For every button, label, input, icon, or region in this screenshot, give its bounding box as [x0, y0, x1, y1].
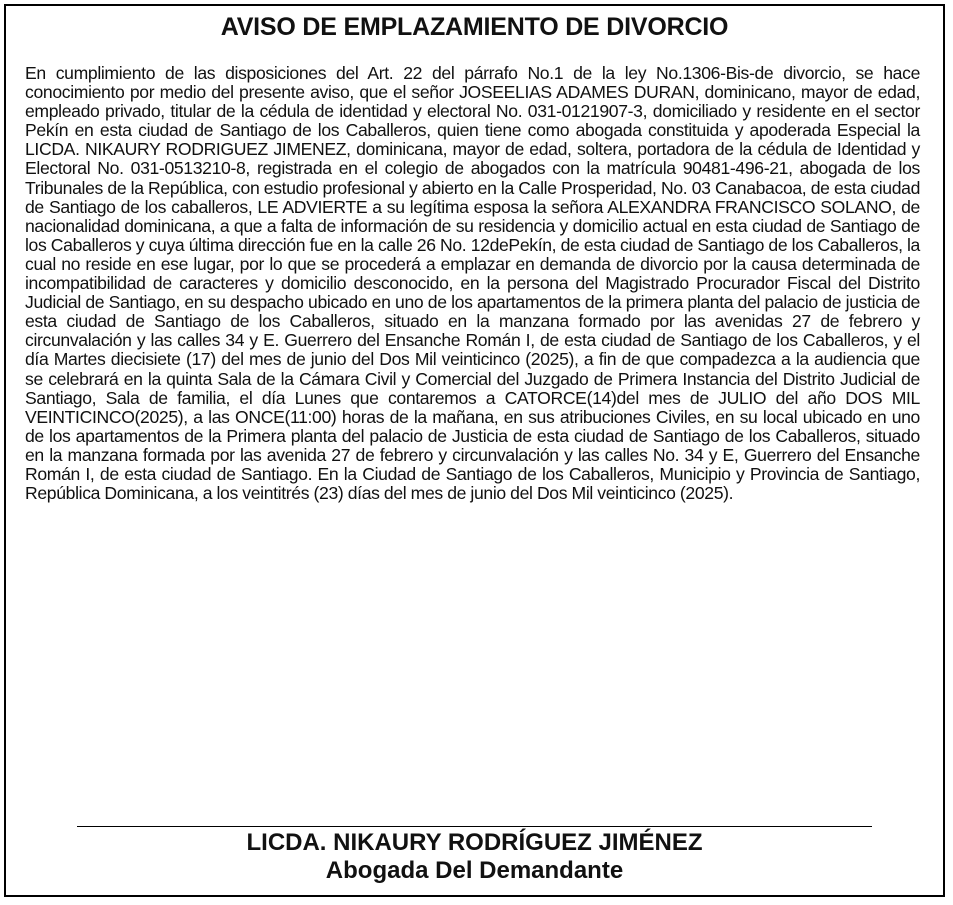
signer-name: LICDA. NIKAURY RODRÍGUEZ JIMÉNEZ — [246, 829, 703, 856]
signer-role: Abogada Del Demandante — [325, 857, 624, 884]
notice-body-text: En cumplimiento de las disposiciones del Art. 22 del párrafo No.1 de la ley No.1306-Bis-de divorcio, se hace conocimiento por medio del presente aviso, que el señor JOSEELIAS ADAMES DURAN, dominicano, mayor de edad, empleado privado, titular de la cédula de identidad y electoral No. 031-0121907-3, domiciliado y residente en el sector Pekín en esta ciudad de Santiago de los Caballeros, quien tiene como abogada constituida y apoderada Especial la LICDA. NIKAURY RODRIGUEZ JIMENEZ, dominicana, mayor de edad, soltera, portadora de la cédula de Identidad y Electoral No. 031-0513210-8, registrada en el colegio de abogados con la matrícula 90481-496-21, abogada de los Tribunales de la República, con estudio profesional y abierto en la Calle Prosperidad, No. 03 Canabacoa, de esta ciudad de Santiago de los caballeros, LE ADVIERTE a su legítima esposa la señora ALEXANDRA FRANCISCO SOLANO, de nacionalidad dominicana, a que a falta de información de su residencia y domicilio actual en esta ciudad de Santiago de los Caballeros y cuya última dirección fue en la calle 26 No. 12dePekín, de esta ciudad de Santiago de los Caballeros, la cual no reside en ese lugar, por lo que se procederá a emplazar en demanda de divorcio por la causa determinada de incompatibilidad de caracteres y domicilio desconocido, en la persona del Magistrado Procurador Fiscal del Distrito Judicial de Santiago, en su despacho ubicado en uno de los apartamentos de la primera planta del palacio de justicia de esta ciudad de Santiago de los Caballeros, situado en la manzana formado por las avenidas 27 de febrero y circunvalación y las calles 34 y E. Guerrero del Ensanche Román I, de esta ciudad de Santiago de los Caballeros, y el día Martes diecisiete (17) del mes de junio del Dos Mil veinticinco (2025), a fin de que compadezca a la audiencia que se celebrará en la quinta Sala de la Cámara Civil y Comercial del Juzgado de Primera Instancia del Distrito Judicial de Santiago, Sala de familia, el día Lunes que contaremos a CATORCE(14)del mes de JULIO del año DOS MIL VEINTICINCO(2025), a las ONCE(11:00) horas de la mañana, en sus atribuciones Civiles, en su local ubicado en uno de los apartamentos de la Primera planta del palacio de Justicia de esta ciudad de Santiago de los Caballeros, situado en la manzana formada por las avenida 27 de febrero y circunvalación y las calles No. 34 y E, Guerrero del Ensanche Román I, de esta ciudad de Santiago. En la Ciudad de Santiago de los Caballeros, Municipio y Provincia de Santiago, República Dominicana, a los veintitrés (23) días del mes de junio del Dos Mil veinticinco (2025). — [25, 63, 920, 504]
notice-title: AVISO DE EMPLAZAMIENTO DE DIVORCIO — [220, 13, 729, 41]
signature-line — [77, 826, 872, 827]
